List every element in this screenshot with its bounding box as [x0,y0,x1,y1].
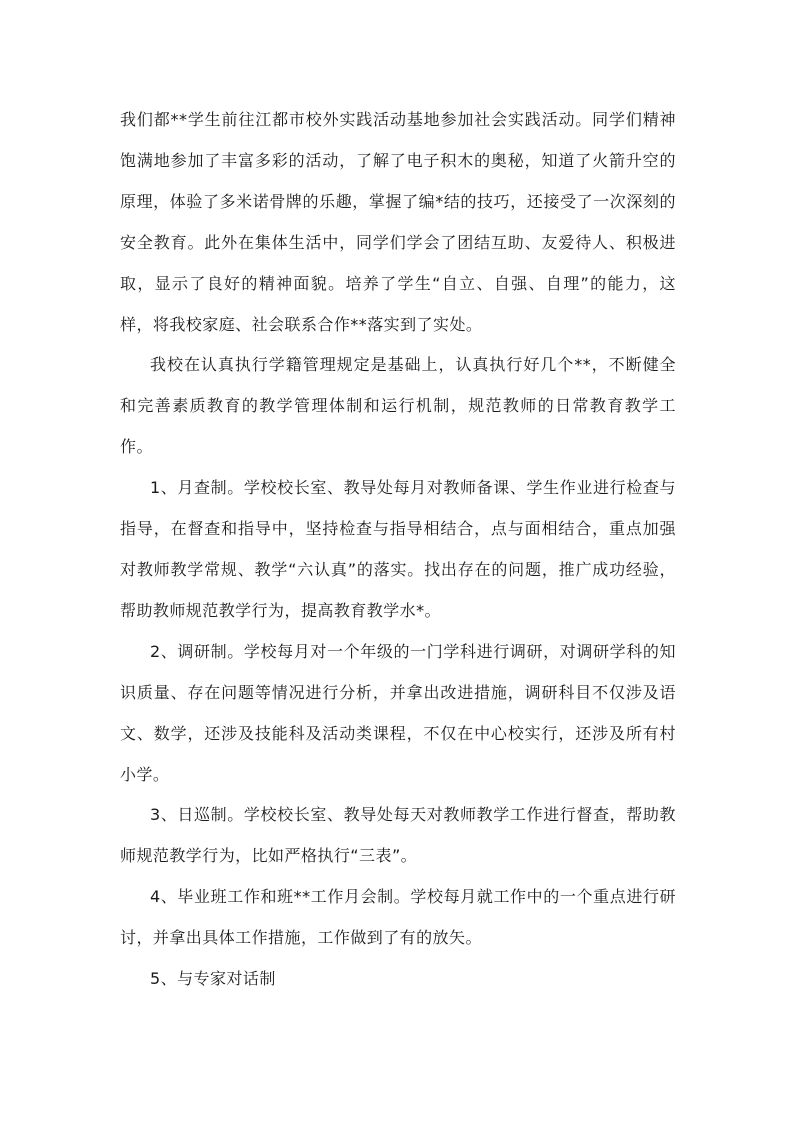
paragraph-research: 2、调研制。学校每月对一个年级的一门学科进行调研，对调研学科的知识质量、存在问题等情况进行分析，并拿出改进措施，调研科目不仅涉及语文、数学，还涉及技能科及活动类课程，不仅在中心校实行，还涉及所有村小学。 [120,641,676,784]
paragraph-monthly-check: 1、月查制。学校校长室、教导处每月对教师备课、学生作业进行检查与指导，在督查和指导中，坚持检查与指导相结合，点与面相结合，重点加强对教师教学常规、教学“六认真”的落实。找出存在的问题，推广成功经验，帮助教师规范教学行为，提高教育教学水*。 [120,478,676,620]
paragraph-expert-dialogue: 5、与专家对话制 [150,969,276,989]
paragraph-daily-patrol: 3、日巡制。学校校长室、教导处每天对教师教学工作进行督查，帮助教师规范教学行为，比如严格执行“三表”。 [120,805,676,866]
document-body [120,100,676,1000]
paragraph-practice-activity: 我们都**学生前往江都市校外实践活动基地参加社会实践活动。同学们精神饱满地参加了丰富多彩的活动，了解了电子积木的奥秘，知道了火箭升空的原理，体验了多米诺骨牌的乐趣，掌握了编*结的技巧，还接受了一次深刻的安全教育。此外在集体生活中，同学们学会了团结互助、友爱待人、积极进取，显示了良好的精神面貌。培养了学生“自立、自强、自理”的能力，这样，将我校家庭、社会联系合作**落实到了实处。 [120,110,676,334]
paragraph-graduation-class: 4、毕业班工作和班**工作月会制。学校每月就工作中的一个重点进行研讨，并拿出具体工作措施，工作做到了有的放矢。 [120,887,676,948]
paragraph-management-rules: 我校在认真执行学籍管理规定是基础上，认真执行好几个**，不断健全和完善素质教育的教学管理体制和运行机制，规范教师的日常教育教学工作。 [120,355,676,457]
